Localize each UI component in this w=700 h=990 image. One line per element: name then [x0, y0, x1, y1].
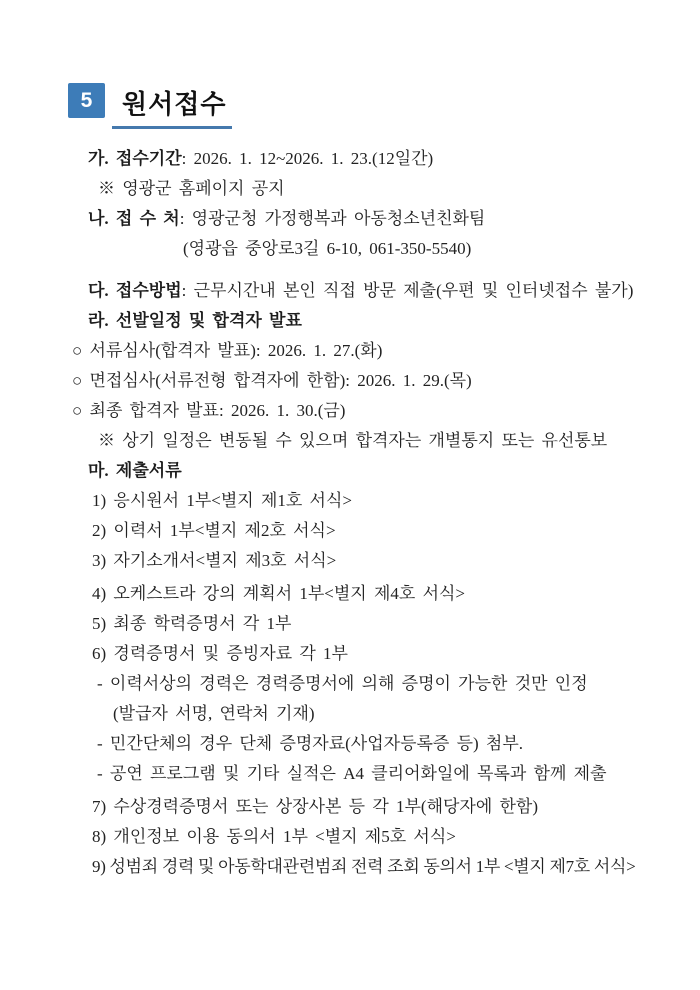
line-doc-9	[68, 852, 680, 882]
line-text: 4) 오케스트라 강의 계획서 1부<별지 제4호 서식>	[92, 584, 466, 603]
line-section-ra	[68, 306, 680, 336]
line-text: ※ 영광군 홈페이지 공지	[98, 179, 285, 198]
line-doc-6-note1b	[68, 699, 680, 729]
line-text: 5) 최종 학력증명서 각 1부	[92, 614, 292, 633]
line-section-ga	[68, 144, 680, 174]
section-number-badge: 5	[68, 83, 105, 118]
line-note-homepage	[68, 174, 680, 204]
section-header	[68, 83, 700, 129]
line-doc-1	[68, 486, 680, 516]
line-text: - 이력서상의 경력은 경력증명서에 의해 증명이 가능한 것만 인정	[97, 674, 588, 693]
line-text: - 민간단체의 경우 단체 증명자료(사업자등록증 등) 첨부.	[97, 734, 524, 753]
line-text: 1) 응시원서 1부<별지 제1호 서식>	[92, 491, 352, 510]
line-doc-2	[68, 516, 680, 546]
line-text: ※ 상기 일정은 변동될 수 있으며 합격자는 개별통지 또는 유선통보	[98, 431, 608, 450]
document-body	[0, 144, 700, 882]
line-screening-interview	[68, 366, 680, 396]
line-note-schedule	[68, 426, 680, 456]
line-text: 3) 자기소개서<별지 제3호 서식>	[92, 551, 337, 570]
line-text: ○ 최종 합격자 발표: 2026. 1. 30.(금)	[72, 401, 346, 420]
line-doc-7	[68, 792, 680, 822]
line-text: 6) 경력증명서 및 증빙자료 각 1부	[92, 644, 348, 663]
line-text: 8) 개인정보 이용 동의서 1부 <별지 제5호 서식>	[92, 827, 456, 846]
line-doc-3	[68, 546, 680, 576]
line-text: ○ 면접심사(서류전형 합격자에 한함): 2026. 1. 29.(목)	[72, 371, 472, 390]
line-text: : 영광군청 가정행복과 아동청소년친화팀	[179, 209, 486, 228]
line-section-na	[68, 204, 680, 234]
line-text: (영광읍 중앙로3길 6-10, 061-350-5540)	[183, 239, 472, 258]
line-label: 가. 접수기간	[88, 149, 182, 168]
line-doc-8	[68, 822, 680, 852]
line-doc-5	[68, 609, 680, 639]
line-text: (발급자 서명, 연락처 기재)	[113, 704, 315, 723]
line-text: 2) 이력서 1부<별지 제2호 서식>	[92, 521, 336, 540]
line-label: 라. 선발일정 및 합격자 발표	[88, 311, 302, 330]
line-final-announcement	[68, 396, 680, 426]
line-doc-6	[68, 639, 680, 669]
line-label: 나. 접 수 처	[88, 209, 180, 228]
line-text: : 근무시간내 본인 직접 방문 제출(우편 및 인터넷접수 불가)	[181, 281, 634, 300]
line-section-ma	[68, 456, 680, 486]
line-doc-4	[68, 579, 680, 609]
line-doc-6-note3	[68, 759, 680, 789]
line-text: - 공연 프로그램 및 기타 실적은 A4 클리어화일에 목록과 함께 제출	[97, 764, 607, 783]
line-label: 다. 접수방법	[88, 281, 182, 300]
line-address	[68, 234, 680, 264]
line-section-da	[68, 276, 680, 306]
line-text: ○ 서류심사(합격자 발표): 2026. 1. 27.(화)	[72, 341, 383, 360]
line-screening-docs	[68, 336, 680, 366]
page-title: 원서접수	[122, 89, 227, 119]
line-text: : 2026. 1. 12~2026. 1. 23.(12일간)	[181, 149, 434, 168]
line-doc-6-note2	[68, 729, 680, 759]
line-text: 9) 성범죄 경력 및 아동학대관련범죄 전력 조회 동의서 1부 <별지 제7호 서식>	[92, 857, 636, 876]
line-doc-6-note1	[68, 669, 680, 699]
line-label: 마. 제출서류	[88, 461, 182, 480]
title-underline	[112, 83, 232, 129]
line-text: 7) 수상경력증명서 또는 상장사본 등 각 1부(해당자에 한함)	[92, 797, 539, 816]
